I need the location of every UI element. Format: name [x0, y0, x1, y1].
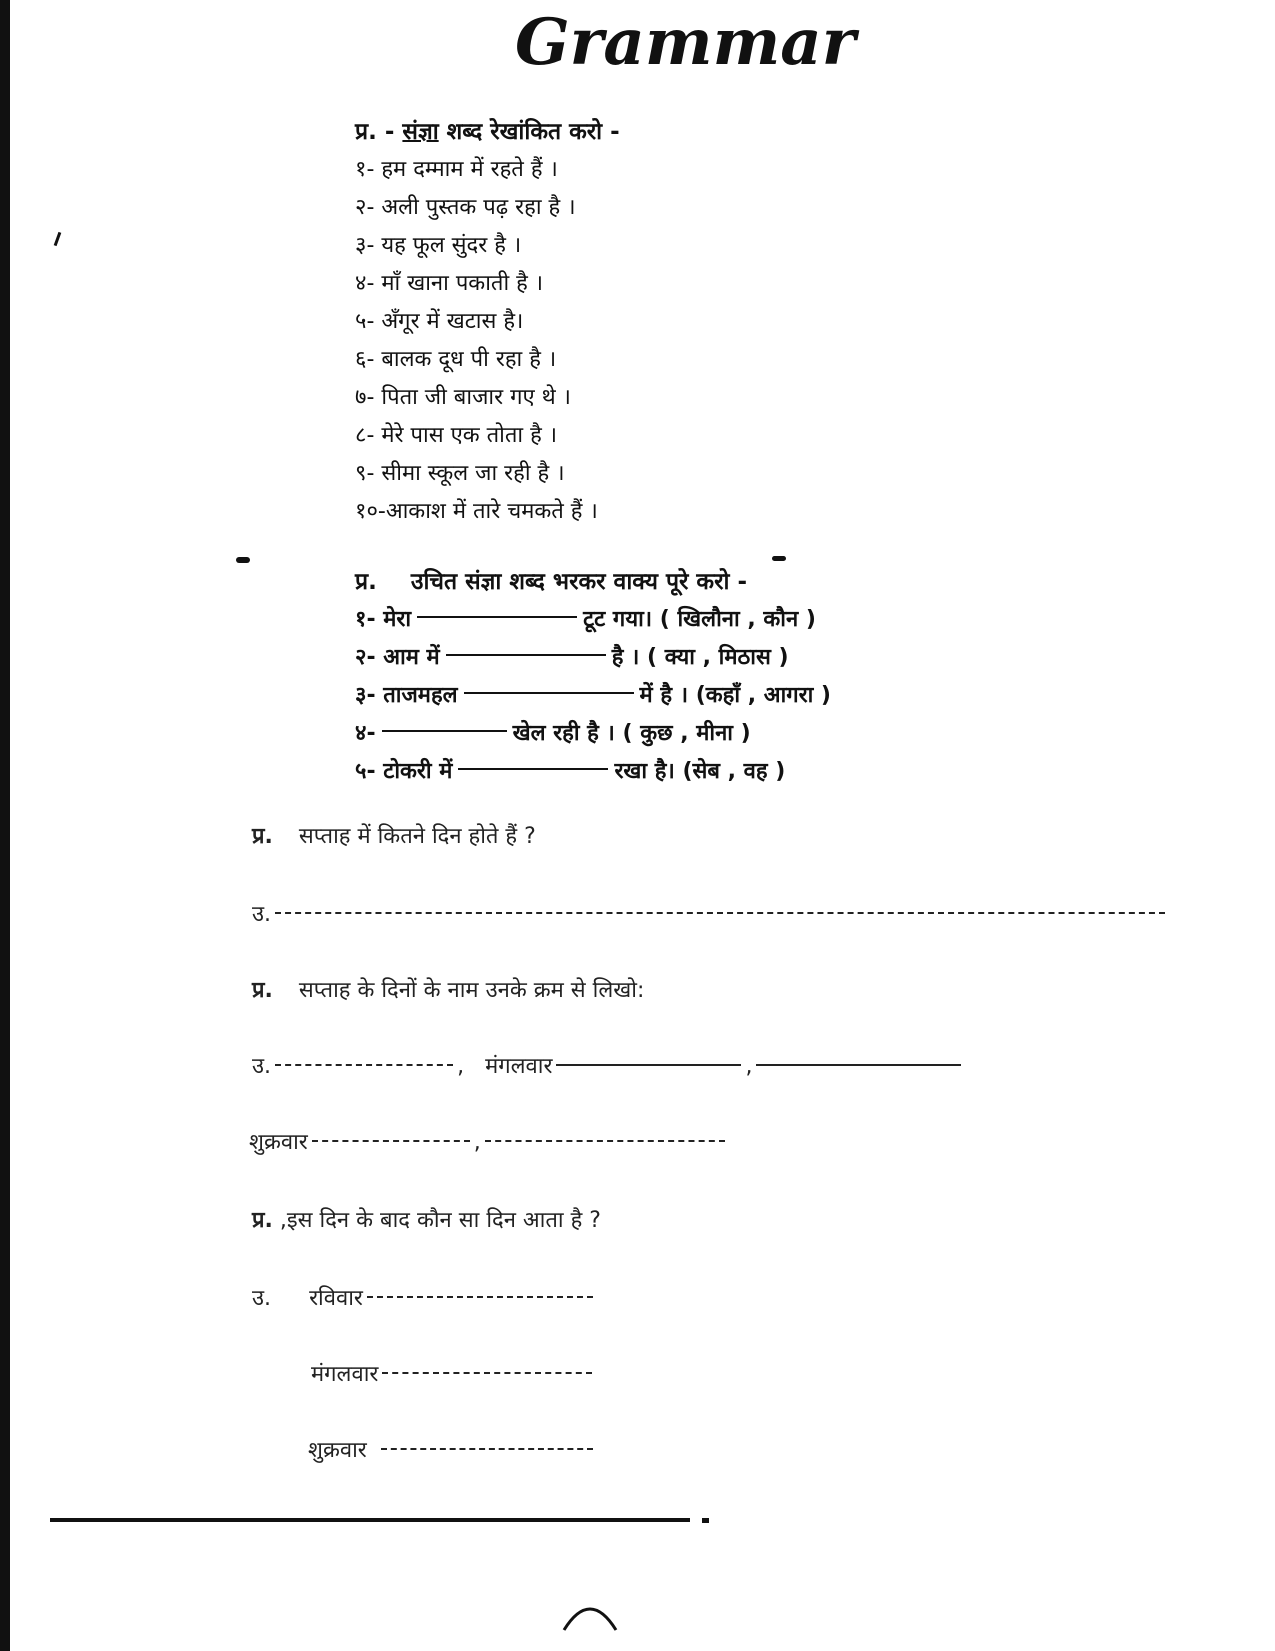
- answer-line[interactable]: [312, 1140, 470, 1142]
- list-item: ४- माँ खाना पकाती है ।: [355, 271, 544, 296]
- day-tuesday: मंगलवार: [311, 1362, 379, 1387]
- fill-blank-item: ५- टोकरी में रखा है। (सेब , वह ): [355, 759, 786, 784]
- answer-blank[interactable]: [446, 654, 606, 656]
- day-friday: शुक्रवार: [308, 1438, 367, 1463]
- answer-days-count: [252, 900, 1169, 930]
- fill-blank-item: ४- खेल रही है । ( कुछ , मीना ): [355, 721, 751, 746]
- section2-heading: प्र. उचित संज्ञा शब्द भरकर वाक्य पूरे करो -: [355, 569, 748, 595]
- answer-next-day-friday: [308, 1436, 597, 1466]
- day-tuesday: मंगलवार: [485, 1054, 553, 1079]
- answer-blank[interactable]: [458, 768, 608, 770]
- bottom-rule-dot: [702, 1518, 709, 1523]
- list-item: ५- अँगूर में खटास है।: [355, 309, 524, 334]
- answer-line[interactable]: [382, 1372, 592, 1374]
- question-label: प्र.: [355, 569, 377, 595]
- list-item: १०-आकाश में तारे चमकते हैं ।: [355, 499, 598, 524]
- question-next-day: प्र. ,इस दिन के बाद कौन सा दिन आता है ?: [252, 1208, 601, 1233]
- answer-line[interactable]: [556, 1064, 741, 1066]
- list-item: ३- यह फूल सुंदर है ।: [355, 233, 522, 258]
- title-handwritten: [505, 5, 856, 92]
- title-svg: [505, 5, 856, 92]
- page-number-arc: [560, 1590, 620, 1651]
- question-label: प्र.: [355, 119, 377, 145]
- answer-next-day-sunday: [252, 1284, 597, 1314]
- heading-underlined-word: संज्ञा: [402, 119, 439, 145]
- scan-mark: [772, 556, 786, 561]
- answer-blank[interactable]: [382, 730, 507, 732]
- question-label: प्र.: [252, 824, 273, 849]
- list-item: ८- मेरे पास एक तोता है ।: [355, 423, 558, 448]
- list-item: २- अली पुस्तक पढ़ रहा है ।: [355, 195, 576, 220]
- title-text: Grammar: [515, 5, 856, 80]
- bottom-rule: [50, 1518, 690, 1522]
- fill-blank-item: १- मेरा टूट गया। ( खिलौना , कौन ): [355, 607, 816, 632]
- answer-label: उ.: [252, 902, 272, 927]
- answer-line[interactable]: [275, 1064, 453, 1066]
- scan-mark: [236, 557, 250, 563]
- answer-day-names-row2: शुक्रवार ,: [249, 1128, 729, 1158]
- answer-blank[interactable]: [417, 616, 577, 618]
- answer-next-day-tuesday: [311, 1360, 596, 1390]
- question-days-count: प्र. सप्ताह में कितने दिन होते हैं ?: [252, 824, 536, 849]
- scan-mark: [54, 232, 62, 246]
- answer-line[interactable]: [275, 912, 1165, 914]
- answer-line[interactable]: [756, 1064, 961, 1066]
- section1-heading: प्र. - संज्ञा शब्द रेखांकित करो -: [355, 119, 620, 145]
- section-underline-nouns: [355, 116, 620, 534]
- answer-label: उ.: [252, 1054, 272, 1079]
- section-fill-nouns: [355, 566, 831, 794]
- answer-day-names-row1: उ. , मंगलवार ,: [252, 1052, 965, 1082]
- answer-blank[interactable]: [464, 692, 634, 694]
- answer-line[interactable]: [381, 1448, 593, 1450]
- fill-blank-item: ३- ताजमहल में है । (कहाँ , आगरा ): [355, 683, 831, 708]
- day-friday: शुक्रवार: [249, 1130, 308, 1155]
- list-item: १- हम दम्माम में रहते हैं ।: [355, 157, 558, 182]
- question-day-names: प्र. सप्ताह के दिनों के नाम उनके क्रम से लिखो:: [252, 978, 645, 1003]
- fill-blank-item: २- आम में है । ( क्या , मिठास ): [355, 645, 789, 670]
- list-item: ७- पिता जी बाजार गए थे ।: [355, 385, 572, 410]
- list-item: ९- सीमा स्कूल जा रही है ।: [355, 461, 565, 486]
- answer-line[interactable]: [367, 1296, 593, 1298]
- question-label: प्र.: [252, 1208, 273, 1233]
- day-sunday: रविवार: [309, 1286, 363, 1311]
- question-label: प्र.: [252, 978, 273, 1003]
- page-left-border: [0, 0, 10, 1651]
- answer-label: उ.: [252, 1286, 272, 1311]
- list-item: ६- बालक दूध पी रहा है ।: [355, 347, 557, 372]
- answer-line[interactable]: [485, 1140, 725, 1142]
